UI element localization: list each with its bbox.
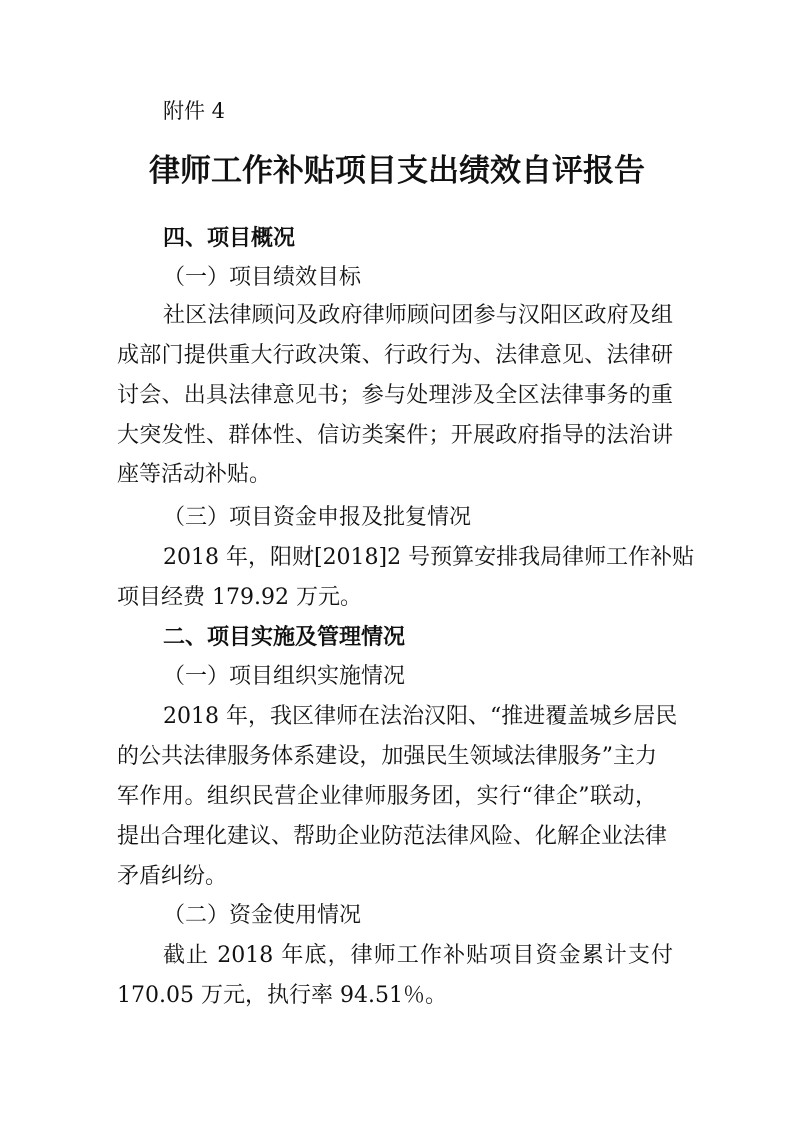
subheading-performance-goal: （一）项目绩效目标 xyxy=(163,265,362,290)
attachment-label: 附件 4 xyxy=(163,99,226,123)
subheading-fund-usage: （二）资金使用情况 xyxy=(163,903,362,928)
paragraph-line: 讨会、出具法律意见书；参与处理涉及全区法律事务的重 xyxy=(117,383,673,408)
subheading-funds-application: （三）项目资金申报及批复情况 xyxy=(163,505,472,530)
section-heading-implementation: 二、项目实施及管理情况 xyxy=(163,625,406,650)
paragraph-line: 2018 年，阳财[2018]2 号预算安排我局律师工作补贴 xyxy=(163,545,695,570)
page-title: 律师工作补贴项目支出绩效自评报告 xyxy=(149,153,645,189)
paragraph-line: 2018 年，我区律师在法治汉阳、“推进覆盖城乡居民 xyxy=(163,704,678,729)
subheading-organization: （一）项目组织实施情况 xyxy=(163,664,406,689)
paragraph-line: 大突发性、群体性、信访类案件；开展政府指导的法治讲 xyxy=(117,423,673,448)
paragraph-line: 项目经费 179.92 万元。 xyxy=(117,585,362,610)
paragraph-line: 座等活动补贴。 xyxy=(117,462,272,487)
section-heading-overview: 四、项目概况 xyxy=(163,226,296,251)
paragraph-line: 矛盾纠纷。 xyxy=(117,864,228,889)
paragraph-line: 170.05 万元，执行率 94.51％。 xyxy=(117,983,447,1008)
paragraph-line: 社区法律顾问及政府律师顾问团参与汉阳区政府及组 xyxy=(163,303,673,328)
paragraph-line: 军作用。组织民营企业律师服务团，实行“律企”联动， xyxy=(117,784,657,809)
paragraph-line: 截止 2018 年底，律师工作补贴项目资金累计支付 xyxy=(163,943,673,968)
paragraph-line: 的公共法律服务体系建设，加强民生领域法律服务”主力 xyxy=(117,744,657,769)
paragraph-line: 提出合理化建议、帮助企业防范法律风险、化解企业法律 xyxy=(117,824,668,849)
paragraph-line: 成部门提供重大行政决策、行政行为、法律意见、法律研 xyxy=(117,343,673,368)
